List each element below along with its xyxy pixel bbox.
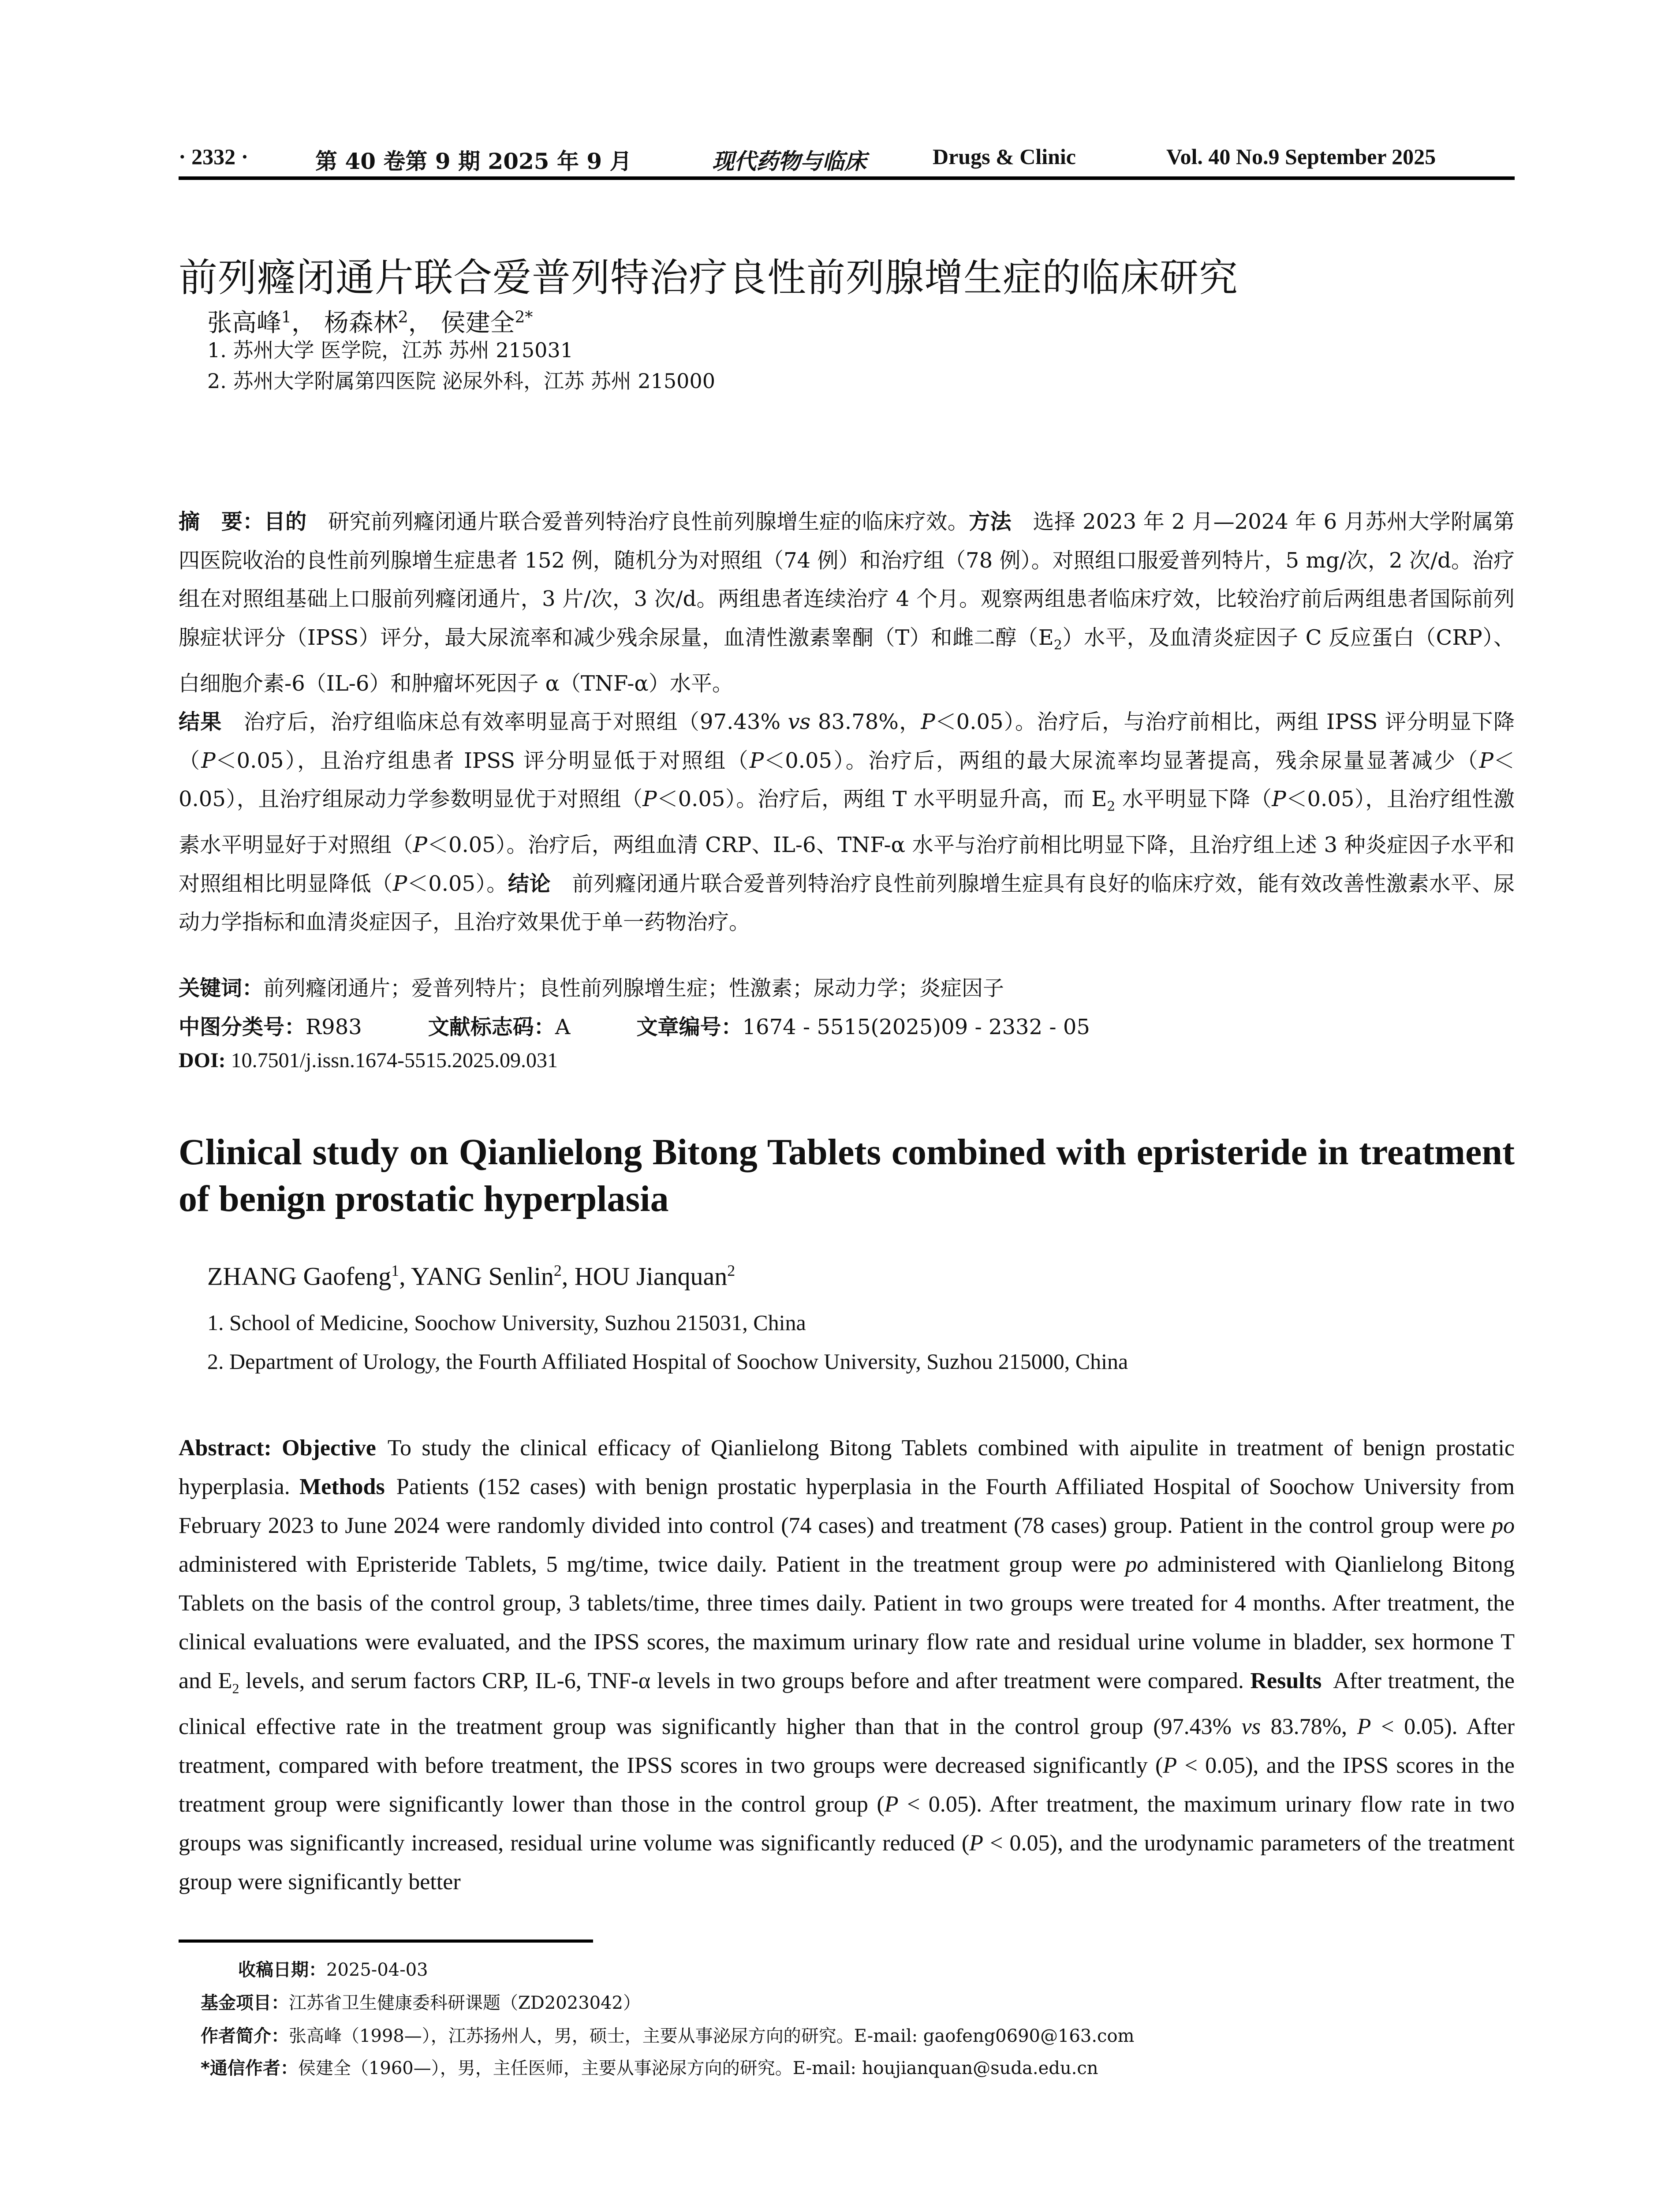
page-number: · 2332 · [179, 144, 249, 169]
results-text: < 0.05). After treatment, compared with before treatment, the IPSS scores in two groups were decreased significantly ( [179, 1714, 1515, 1779]
results-text: ＜0.05）。治疗后，两组 T 水平明显升高，而 E [657, 787, 1107, 812]
clc-value: R983 [306, 1015, 362, 1039]
author-affiliation-mark: 2 [727, 1262, 735, 1279]
doi-label: DOI: [179, 1049, 226, 1072]
subscript: 2 [1107, 799, 1116, 815]
methods-text: ）水平，及血清炎症因子 C 反应蛋白（CRP）、白细胞介素-6（IL-6）和肿瘤坏死因子 α（TNF-α）水平。 [179, 625, 1515, 696]
p-value-label: P [884, 1792, 899, 1817]
author-bio-label: 作者简介： [201, 2026, 289, 2046]
article-title-cn: 前列癃闭通片联合爱普列特治疗良性前列腺增生症的临床研究 [179, 255, 1239, 300]
methods-text: administered with Qianlielong Bitong Tablets on the basis of the control group, 3 tablets/time, three times daily. Patient in two groups were treated for 4 months. After treatment, the clinical evaluations were evaluated, and the IPSS scores, the maximum urinary flow rate and residual urine volume in bladder, sex hormone T and E [179, 1552, 1515, 1693]
keywords-cn [179, 971, 1004, 1002]
p-value-label: P [413, 833, 427, 858]
results-text: < 0.05), and the urodynamic parameters of the treatment group were significantly better [179, 1831, 1515, 1895]
results-text: ＜0.05）。治疗后，与治疗前相比，两组 IPSS 评分明显下降（ [179, 710, 1515, 773]
conclusion-text: 前列癃闭通片联合爱普列特治疗良性前列腺增生症具有良好的临床疗效，能有效改善性激素水平、尿动力学指标和血清炎症因子，且治疗效果优于单一药物治疗。 [179, 871, 1515, 935]
p-value-label: P [1357, 1714, 1371, 1740]
results-text: 水平明显下降（ [1115, 787, 1272, 812]
po-text: po [1492, 1513, 1515, 1538]
author-list-en [207, 1261, 735, 1291]
running-header [179, 140, 1515, 176]
received-date: 2025-04-03 [326, 1960, 428, 1980]
results-text: ＜0.05），且治疗组患者 IPSS 评分明显低于对照组（ [215, 748, 750, 773]
results-text: ＜0.05），且治疗组性激素水平明显好于对照组（ [179, 787, 1515, 858]
journal-name-cn: 现代药物与临床 [712, 148, 866, 174]
footnote-author-bio [201, 2022, 1134, 2047]
objective-label: 目的 [264, 509, 307, 534]
author-affiliation-mark: 1 [391, 1262, 399, 1279]
article-no-label: 文章编号： [636, 1015, 743, 1039]
author-separator: ， [291, 309, 316, 337]
results-text: After treatment, the clinical effective rate in the treatment group was significantly higher than that in the control group (97.43% [179, 1668, 1515, 1740]
p-value-label: P [1163, 1753, 1177, 1779]
affiliation-en: 1. School of Medicine, Soochow University, Suzhou 215031, China [207, 1310, 806, 1335]
methods-text: Patients (152 cases) with benign prostatic hyperplasia in the Fourth Affiliated Hospital of Soochow University from February 2023 to June 2024 were randomly divided into control (74 cases) and treatment (78 cases) group. Patient in the control group were [179, 1474, 1515, 1538]
conclusion-label: 结论 [508, 871, 551, 896]
abstract-cn [179, 503, 1515, 942]
corresponding-text: 侯建全（1960—），男，主任医师，主要从事泌尿方向的研究。E-mail: houjianquan@suda.edu.cn [298, 2058, 1098, 2078]
objective-text: 研究前列癃闭通片联合爱普列特治疗良性前列腺增生症的临床疗效。 [328, 509, 969, 534]
objective-label: Objective [282, 1435, 376, 1461]
objective-text: To study the clinical efficacy of Qianlielong Bitong Tablets combined with aipulite in treatment of benign prostatic hyperplasia. [179, 1435, 1515, 1499]
affiliation-cn: 1. 苏州大学 医学院，江苏 苏州 215031 [207, 338, 573, 362]
abstract-en [179, 1429, 1515, 1902]
results-label: Results [1250, 1668, 1322, 1693]
p-value-label: P [642, 787, 657, 812]
keywords-text: 前列癃闭通片；爱普列特片；良性前列腺增生症；性激素；尿动力学；炎症因子 [263, 976, 1004, 1001]
footnote-received [238, 1956, 428, 1981]
author-affiliation-mark: 1 [281, 308, 291, 327]
abstract-label: Abstract: [179, 1435, 272, 1461]
results-text: 治疗后，治疗组临床总有效率明显高于对照组（97.43% [243, 710, 788, 735]
subscript: 2 [232, 1680, 239, 1697]
p-value-label: P [1272, 787, 1286, 812]
p-value-label: P [201, 748, 216, 773]
results-text: ＜0.05）。 [407, 871, 508, 896]
doc-code-value: A [555, 1015, 571, 1039]
author-affiliation-mark: 2* [515, 308, 533, 327]
po-text: po [1125, 1552, 1148, 1577]
classification-line [179, 1010, 1090, 1040]
author-name: YANG Senlin [411, 1262, 554, 1291]
author-separator: , [561, 1262, 575, 1291]
results-text: < 0.05), and the IPSS scores in the treatment group were significantly lower than those in the control group ( [179, 1753, 1515, 1817]
fund-text: 江苏省卫生健康委科研课题（ZD2023042） [289, 1993, 641, 2013]
p-value-label: P [969, 1831, 983, 1856]
vs-text: vs [1241, 1714, 1261, 1740]
doi-link[interactable]: 10.7501/j.issn.1674-5515.2025.09.031 [225, 1049, 558, 1072]
author-separator: , [399, 1262, 411, 1291]
methods-text: administered with Epristeride Tablets, 5 mg/time, twice daily. Patient in the treatment group were [179, 1552, 1125, 1577]
results-text: ＜0.05），且治疗组尿动力学参数明显优于对照组（ [179, 748, 1515, 812]
author-affiliation-mark: 2 [553, 1262, 562, 1279]
affiliation-cn: 2. 苏州大学附属第四医院 泌尿外科，江苏 苏州 215000 [207, 369, 715, 393]
doc-code-label: 文献标志码： [428, 1015, 555, 1039]
results-text: < 0.05). After treatment, the maximum urinary flow rate in two groups was significantly increased, residual urine volume was significantly reduced ( [179, 1792, 1515, 1856]
vs-text: vs [788, 710, 811, 735]
subscript: 2 [1053, 637, 1062, 653]
clc-label: 中图分类号： [179, 1015, 306, 1039]
author-list-cn [207, 303, 533, 339]
author-separator: ， [408, 309, 433, 337]
author-affiliation-mark: 2 [398, 308, 408, 327]
affiliation-en: 2. Department of Urology, the Fourth Affiliated Hospital of Soochow University, Suzhou 215000, China [207, 1349, 1128, 1374]
methods-text: 选择 2023 年 2 月—2024 年 6 月苏州大学附属第四医院收治的良性前列腺增生症患者 152 例，随机分为对照组（74 例）和治疗组（78 例）。对照组口服爱普列特片，5 mg/次，2 次/d。治疗组在对照组基础上口服前列癃闭通片，3 片/次，3 次/d。两组患者连续治疗 4 个月。观察两组患者临床疗效，比较治疗前后两组患者国际前列腺症状评分（IPSS）评分，最大尿流率和减少残余尿量，血清性激素睾酮（T）和雌二醇（E [179, 509, 1515, 650]
results-text: 83.78%, [1260, 1714, 1357, 1740]
p-value-label: P [1479, 748, 1493, 773]
footnote-corresponding [201, 2054, 1098, 2079]
received-label: 收稿日期： [238, 1960, 326, 1980]
header-rule [179, 176, 1515, 180]
fund-label: 基金项目： [201, 1993, 289, 2013]
author-name: 张高峰 [207, 309, 281, 337]
results-label: 结果 [179, 710, 222, 735]
author-name: HOU Jianquan [574, 1262, 728, 1291]
p-value-label: P [921, 710, 935, 735]
volume-issue-en: Vol. 40 No.9 September 2025 [1166, 144, 1436, 169]
author-name: 杨森林 [324, 309, 398, 337]
p-value-label: P [749, 748, 764, 773]
p-value-label: P [392, 871, 407, 896]
volume-issue-cn: 第 40 卷第 9 期 2025 年 9 月 [315, 148, 632, 174]
footnote-fund [201, 1989, 641, 2014]
article-title-en: Clinical study on Qianlielong Bitong Tablets combined with epristeride in treatment of benign prostatic hyperplasia [179, 1132, 1515, 1219]
corresponding-label: *通信作者： [201, 2058, 298, 2078]
article-no-value: 1674 - 5515(2025)09 - 2332 - 05 [742, 1015, 1090, 1039]
abstract-label: 摘 要： [179, 509, 264, 534]
journal-name-en: Drugs & Clinic [933, 144, 1076, 169]
author-bio-text: 张高峰（1998—），江苏扬州人，男，硕士，主要从事泌尿方向的研究。E-mail: gaofeng0690@163.com [289, 2026, 1135, 2046]
methods-label: Methods [299, 1474, 385, 1499]
results-text: ＜0.05）。治疗后，两组血清 CRP、IL-6、TNF-α 水平与治疗前相比明显下降，且治疗组上述 3 种炎症因子水平和对照组相比明显降低（ [179, 833, 1515, 896]
results-text: ＜0.05）。治疗后，两组的最大尿流率均显著提高，残余尿量显著减少（ [764, 748, 1479, 773]
author-name: ZHANG Gaofeng [207, 1262, 392, 1291]
results-text: 83.78%， [810, 710, 921, 735]
methods-label: 方法 [969, 509, 1012, 534]
methods-text: levels, and serum factors CRP, IL-6, TNF-α levels in two groups before and after treatment were compared. [239, 1668, 1244, 1693]
keywords-label: 关键词： [179, 976, 264, 1001]
author-name: 侯建全 [441, 309, 515, 337]
footnote-rule [179, 1940, 593, 1943]
doi-line [179, 1048, 558, 1073]
